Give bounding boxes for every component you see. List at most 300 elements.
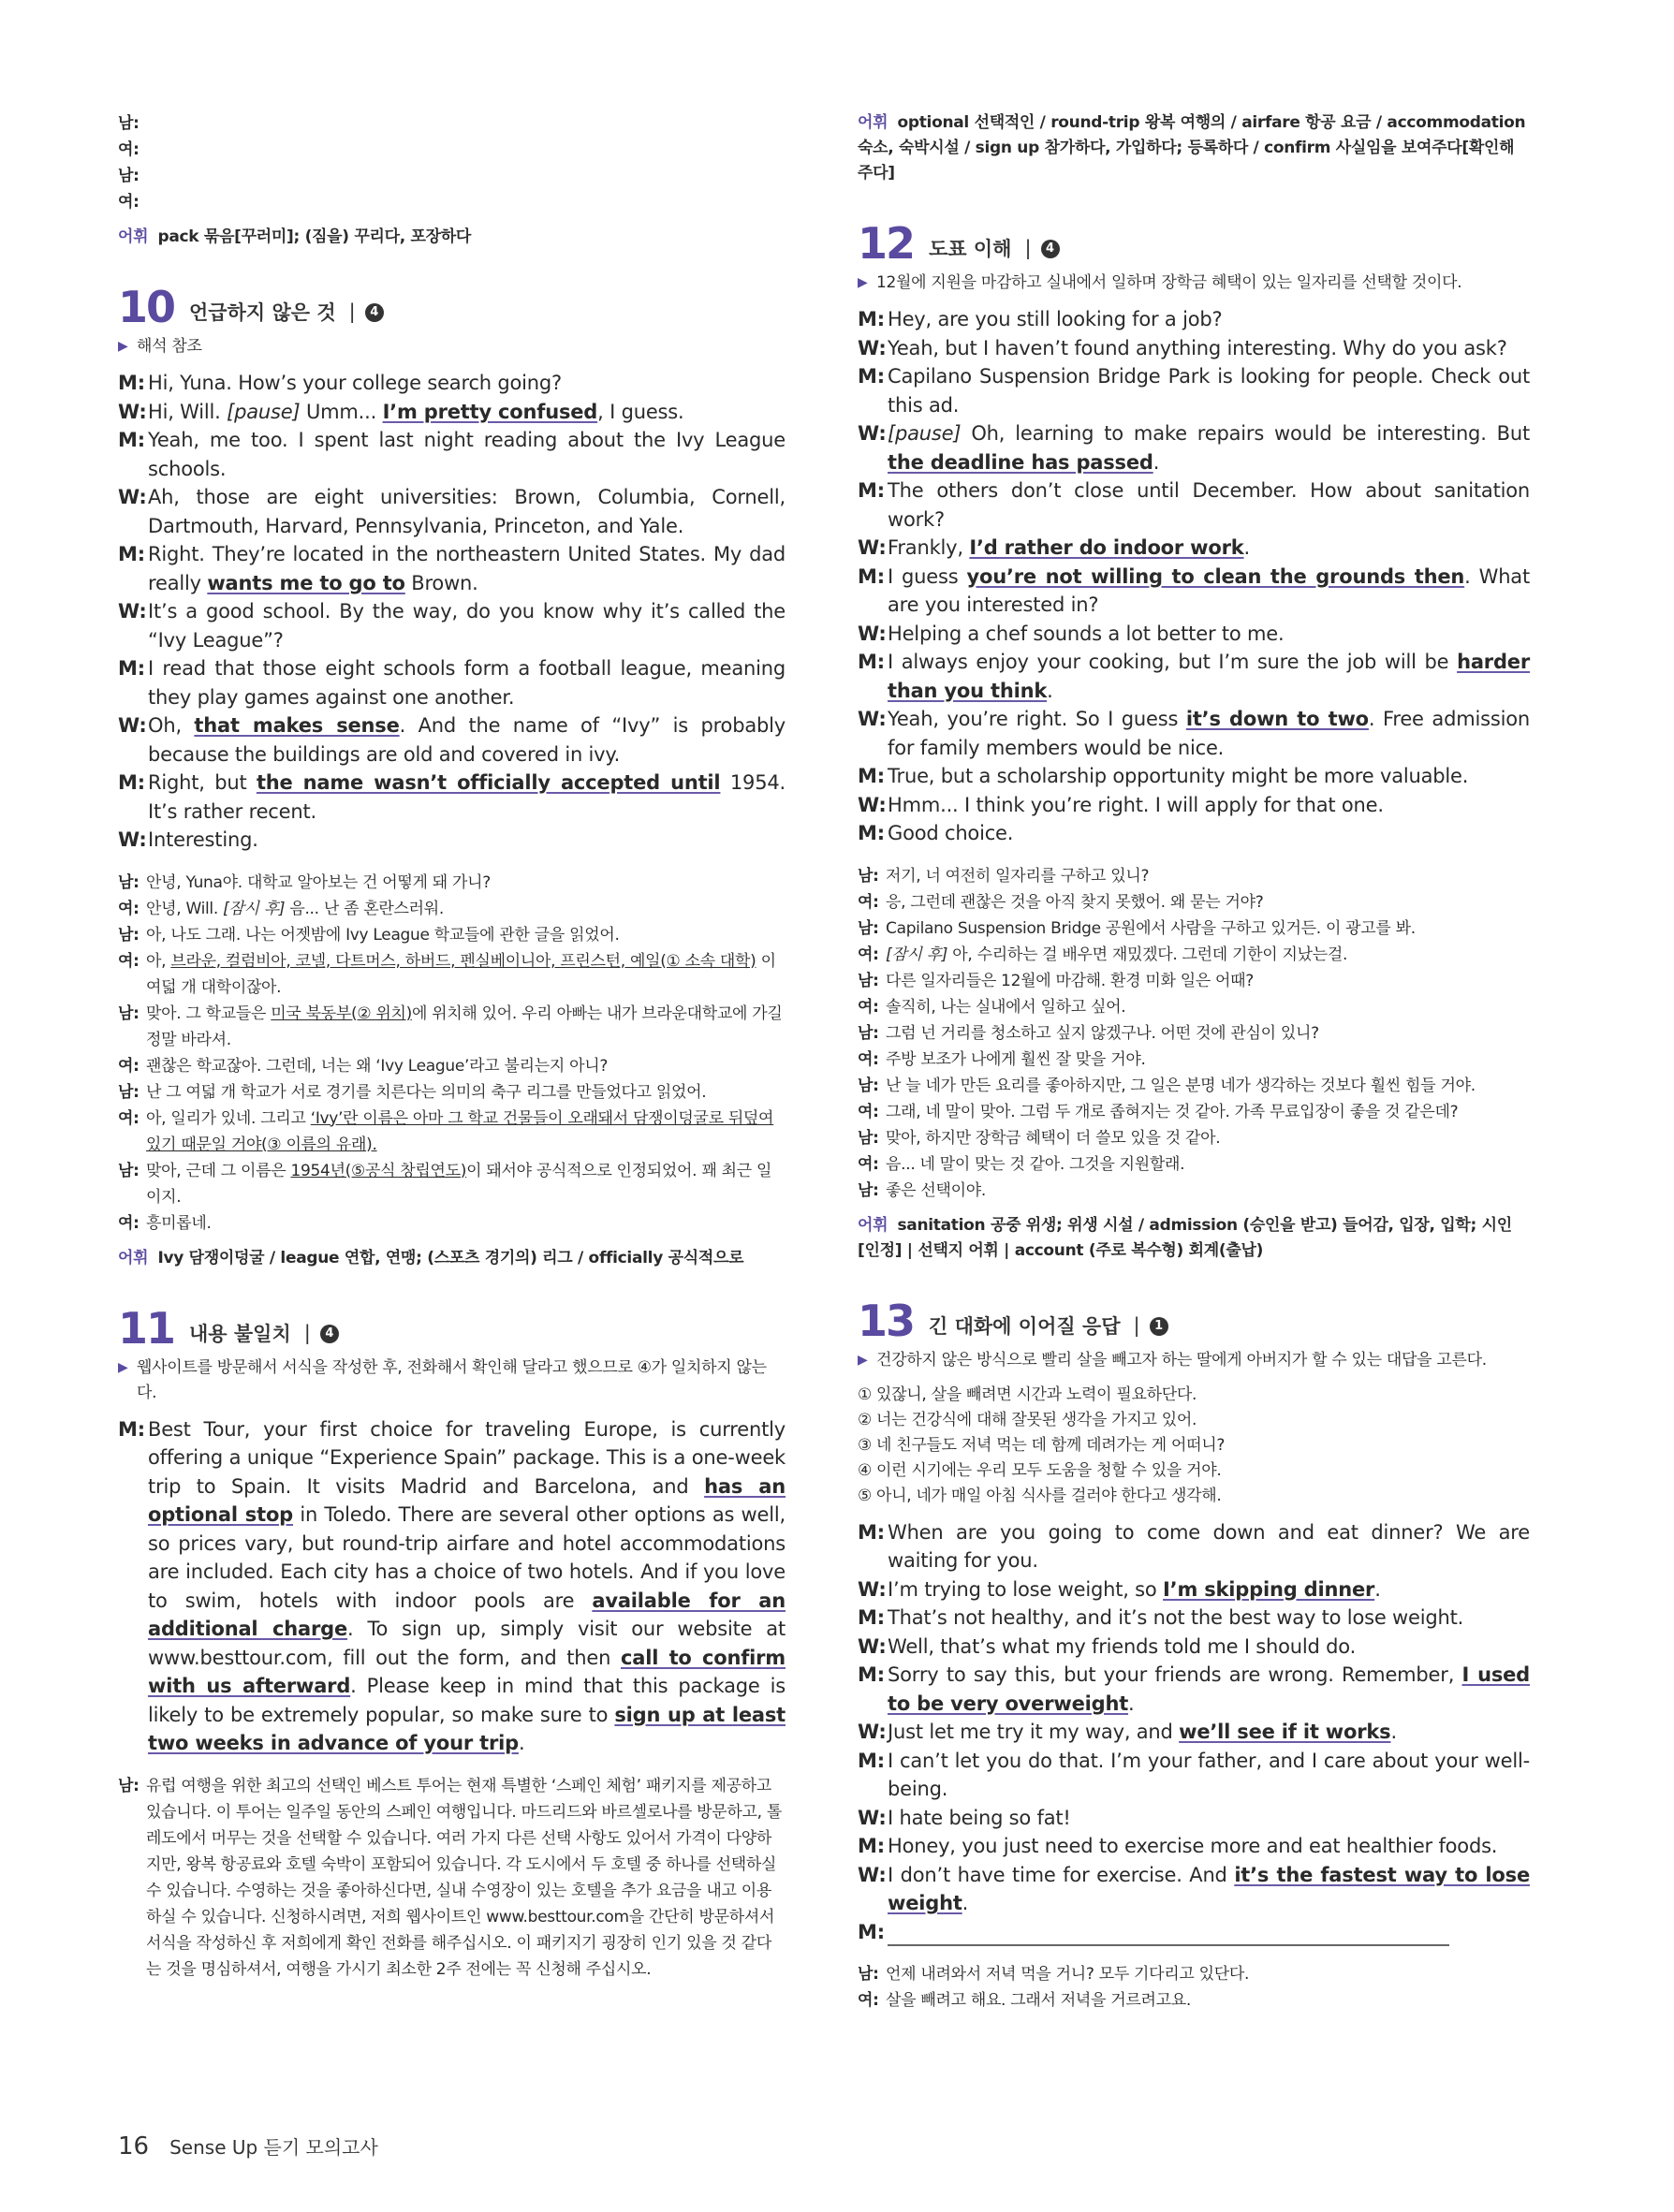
key-phrase: sign up at least two weeks in advance of your trip <box>148 1703 786 1754</box>
dialogue-line <box>858 534 1530 563</box>
text-run: Right. They’re located in the northeastern United States. My dad really <box>148 543 786 594</box>
arrow-icon: ▶ <box>858 1352 868 1368</box>
translation-line <box>858 942 1530 968</box>
speaker-label: W: <box>858 536 887 559</box>
translation-line <box>118 163 786 189</box>
speaker-label: 여: <box>858 945 879 964</box>
text-run: Capilano Suspension Bridge Park is looking for people. Check out this ad. <box>888 365 1530 417</box>
book-title: Sense Up 듣기 모의고사 <box>169 2136 378 2159</box>
text-run: The others don’t close until December. How about sanitation work? <box>888 479 1530 531</box>
intro-vocab: 어휘 pack 묶음[꾸러미]; (짐을) 꾸리다, 포장하다 <box>118 227 472 246</box>
line-text <box>888 476 1530 534</box>
speaker-label: 남: <box>858 1128 879 1148</box>
speaker-label: M: <box>858 1663 885 1686</box>
translation-line <box>858 1987 1530 2014</box>
speaker-label: W: <box>118 486 147 508</box>
text-run: . <box>1047 679 1053 702</box>
translation-line <box>118 1210 786 1237</box>
translation-line <box>118 1053 786 1079</box>
divider: | <box>348 300 356 323</box>
text-run: . Free admission for family members would be nice. <box>888 708 1530 759</box>
dialogue-line <box>858 791 1530 820</box>
difficulty-badge: 4 <box>365 303 384 322</box>
text-run: . To sign up, simply visit our website at www.besttour.com, fill out the form, and then <box>148 1618 786 1669</box>
speaker-label: M: <box>858 1835 885 1857</box>
speaker-label: M: <box>118 771 145 794</box>
line-text <box>888 305 1530 334</box>
speaker-label: 여: <box>858 1154 879 1174</box>
answer-options <box>858 1383 1530 1509</box>
text-run: Just let me try it my way, and <box>888 1721 1180 1743</box>
arrow-icon: ▶ <box>858 275 868 290</box>
text-run: . And the name of “Ivy” is probably because the buildings are old and covered in ivy. <box>148 714 786 766</box>
translation-line <box>118 189 786 215</box>
speaker-label: W: <box>858 1634 887 1658</box>
text-run: 그래, 네 말이 맞아. 그럼 두 개로 좁혀지는 것 같아. 가족 무료입장이 좋을 것 같은데? <box>886 1102 1459 1121</box>
difficulty-badge: 4 <box>320 1325 339 1343</box>
speaker-label: 남: <box>118 925 140 945</box>
speaker-label: 남: <box>858 1965 879 1984</box>
text-run: It’s a good school. By the way, do you know why it’s called the “Ivy League”? <box>148 600 786 652</box>
line-text <box>886 1178 1530 1204</box>
speaker-label: 남: <box>118 1776 140 1795</box>
text-run: Umm... <box>300 400 383 423</box>
text-run: . <box>1374 1577 1381 1601</box>
answer-blank <box>888 1924 1449 1946</box>
section-12-kr <box>858 863 1530 1204</box>
speaker-label: M: <box>118 657 145 680</box>
translation-line <box>858 916 1530 942</box>
line-text <box>146 1158 786 1210</box>
translation-line <box>118 922 786 948</box>
text-run: , I guess. <box>597 400 684 423</box>
line-text <box>146 870 786 896</box>
answer-option: ② 너는 건강식에 대해 잘못된 생각을 가지고 있어. <box>858 1410 1197 1429</box>
text-run: 난 그 여덟 개 학교가 서로 경기를 치른다는 의미의 축구 리그를 만들었다고 읽었어. <box>146 1082 707 1102</box>
translation-line <box>118 1079 786 1106</box>
line-text <box>886 916 1530 942</box>
line-text <box>888 1718 1530 1747</box>
line-text <box>888 1918 1530 1947</box>
key-phrase: call to confirm with us afterward <box>148 1646 786 1697</box>
speaker-label: W: <box>118 600 147 623</box>
speaker-label: 여: <box>858 997 879 1017</box>
text-run: 맞아. 그 학교들은 <box>146 1003 272 1023</box>
line-text <box>888 1518 1530 1575</box>
text-run: . <box>962 1892 969 1914</box>
key-phrase: you’re not willing to clean the grounds then <box>966 564 1465 588</box>
text-run: 안녕, Yuna야. 대학교 알아보는 건 어떻게 돼 가니? <box>146 872 491 892</box>
text-run: 맞아, 하지만 장학금 혜택이 더 쓸모 있을 것 같아. <box>886 1128 1221 1148</box>
divider: | <box>303 1321 311 1344</box>
line-text <box>148 398 786 427</box>
line-text <box>888 1832 1530 1861</box>
dialogue-line <box>858 362 1530 419</box>
translation-line <box>118 870 786 896</box>
speaker-label: M: <box>118 543 145 565</box>
line-text <box>886 1020 1530 1047</box>
section-12-dialogue <box>858 305 1530 848</box>
arrow-icon: ▶ <box>118 1359 128 1375</box>
speaker-label: 여: <box>118 951 140 971</box>
text-run: 이 돼서야 공식적으로 인정되었어. 꽤 최근 일이지. <box>146 1161 772 1207</box>
text-run: I don’t have time for exercise. And <box>888 1863 1235 1886</box>
text-run: . <box>518 1732 525 1754</box>
line-text <box>148 597 786 654</box>
dialogue-line <box>858 305 1530 334</box>
line-text <box>146 948 786 1001</box>
text-run: 아, 나도 그래. 나는 어젯밤에 Ivy League 학교들에 관한 글을 읽었어. <box>146 925 620 945</box>
translation-line <box>858 1151 1530 1178</box>
speaker-label: M: <box>858 1520 885 1544</box>
left-column <box>118 110 786 1983</box>
line-text <box>886 1987 1530 2014</box>
section-13-kr <box>858 1961 1530 2014</box>
text-run: 맞아, 근데 그 이름은 <box>146 1161 291 1180</box>
section-10-header <box>118 282 786 332</box>
speaker-label: 여: <box>118 140 140 159</box>
dialogue-line <box>118 597 786 654</box>
answer-option: ④ 이런 시기에는 우리 모두 도움을 청할 수 있을 거야. <box>858 1460 1222 1480</box>
line-text <box>148 769 786 826</box>
stage-direction: [잠시 후] <box>223 899 286 918</box>
text-run: Hmm... I think you’re right. I will apply for that one. <box>888 793 1384 816</box>
dialogue-line <box>858 648 1530 705</box>
text-run: Frankly, <box>888 536 970 559</box>
line-text <box>888 819 1530 848</box>
dialogue-line <box>118 398 786 427</box>
text-run: Ah, those are eight universities: Brown, Columbia, Cornell, Dartmouth, Harvard, Pennsylvania, Princeton, and Yale. <box>148 486 786 537</box>
text-run: 에 위치해 있어. 우리 아빠는 내가 브라운대학교에 가길 정말 바라셔. <box>146 1003 783 1049</box>
speaker-label: 여: <box>858 1991 879 2010</box>
translation-line <box>858 968 1530 994</box>
translation-line <box>858 994 1530 1020</box>
speaker-label: 남: <box>858 971 879 990</box>
text-run: 아, 일리가 있네. 그리고 <box>146 1108 311 1128</box>
speaker-label: M: <box>118 429 145 451</box>
section-number: 10 <box>118 282 175 332</box>
text-run: Hi, Yuna. How’s your college search going? <box>148 372 562 394</box>
line-text <box>886 1125 1530 1151</box>
line-text <box>888 1804 1530 1833</box>
dialogue-line <box>858 1718 1530 1747</box>
speaker-label: 여: <box>118 1056 140 1076</box>
speaker-label: 여: <box>858 892 879 912</box>
dialogue-line <box>118 769 786 826</box>
dialogue-line <box>118 483 786 540</box>
dialogue-line <box>118 1415 786 1758</box>
speaker-label: W: <box>858 622 887 645</box>
speaker-label: 여: <box>118 899 140 918</box>
text-run: Interesting. <box>148 828 258 851</box>
speaker-label: 여: <box>858 1049 879 1069</box>
text-run: 이 여덟 개 대학이잖아. <box>146 951 776 997</box>
key-phrase: I’m skipping dinner <box>1163 1577 1375 1601</box>
section-13-header <box>858 1295 1530 1346</box>
key-phrase: wants me to go to <box>207 571 405 594</box>
speaker-label: W: <box>858 422 887 445</box>
speaker-label: W: <box>858 793 887 816</box>
translation-line <box>858 1961 1530 1987</box>
line-text <box>888 534 1530 563</box>
divider: | <box>1024 237 1032 259</box>
line-text <box>888 791 1530 820</box>
speaker-label: W: <box>858 1863 887 1886</box>
translation-line <box>118 137 786 163</box>
key-phrase: it’s the fastest way to lose weight <box>888 1863 1530 1914</box>
text-run: 언제 내려와서 저녁 먹을 거니? 모두 기다리고 있단다. <box>886 1965 1250 1984</box>
key-phrase: I’m pretty confused <box>382 400 598 423</box>
underlined-hint: ‘Ivy’란 이름은 아마 그 학교 건물들이 오래돼서 담쟁이덩굴로 뒤덮여 있기 때문일 거야(③ 이름의 유래). <box>146 1108 774 1154</box>
line-text <box>888 1633 1530 1662</box>
underlined-hint: 브라운, 컬럼비아, 코넬, 다트머스, 하버드, 펜실베이니아, 프린스턴, 예일(① 소속 대학) <box>170 951 756 971</box>
key-phrase: it’s down to two <box>1185 708 1369 730</box>
text-run: 유럽 여행을 위한 최고의 선택인 베스트 투어는 현재 특별한 ‘스페인 체험’ 패키지를 제공하고 있습니다. 이 투어는 일주일 동안의 스페인 여행입니다. 마드리드와 바르셀로나를 방문하고, 톨레도에서 머무는 것을 선택할 수 있습니다. 여러 가지 다른 선택 사항도 있어서 가격이 다양하지만, 왕복 항공료와 호텔 숙박이 포함되어 있습니다. 각 도시에서 두 호텔 중 하나를 선택하실 수 있습니다. 수영하는 것을 좋아하신다면, 실내 수영장이 있는 호텔을 추가 요금을 내고 이용하실 수 있습니다. 신청하시려면, 저희 웹사이트인 www.besttour.com을 간단히 방문하셔서 서식을 작성하신 후 저희에게 확인 전화를 해주십시오. 이 패키지기 굉장히 인기 있을 것 같다는 것을 명심하셔서, 여행을 가시기 최소한 2주 전에는 꼭 신청해 주십시오. <box>146 1776 782 1979</box>
intro-vocab-right: 어휘 optional 선택적인 / round-trip 왕복 여행의 / airfare 항공 요금 / accommodation 숙소, 숙박시설 / sign up 참가하다, 가입하다; 등록하다 / confirm 사실임을 보여주다[확인해 주다] <box>858 113 1526 183</box>
text-run: 음... 난 좀 혼란스러워. <box>285 899 445 918</box>
speaker-label: 남: <box>118 1003 140 1023</box>
text-run: Well, that’s what my friends told me I should do. <box>888 1634 1357 1658</box>
text-run: 솔직히, 나는 실내에서 일하고 싶어. <box>886 997 1126 1017</box>
dialogue-line <box>858 1604 1530 1633</box>
line-text <box>888 1661 1530 1718</box>
text-run: I guess <box>888 564 967 588</box>
line-text <box>888 362 1530 419</box>
section-10-vocab: 어휘 Ivy 담쟁이덩굴 / league 연합, 연맹; (스포츠 경기의) 리그 / officially 공식적으로 <box>118 1248 744 1267</box>
section-12-desc: ▶ 12월에 지원을 마감하고 실내에서 일하며 장학금 혜택이 있는 일자리를 선택할 것이다. <box>858 271 1530 296</box>
underlined-hint: 1954년(⑤공식 창립연도) <box>290 1161 467 1180</box>
page-footer <box>118 2132 378 2161</box>
speaker-label: W: <box>858 708 887 730</box>
line-text <box>888 648 1530 705</box>
line-text <box>886 1099 1530 1125</box>
speaker-label: 남: <box>858 1076 879 1095</box>
line-text <box>148 426 786 483</box>
speaker-label: M: <box>858 765 885 787</box>
stage-direction: [pause] <box>227 400 301 423</box>
section-11-dialogue <box>118 1415 786 1758</box>
section-number: 12 <box>858 218 915 269</box>
section-11-desc: ▶ 웹사이트를 방문해서 서식을 작성한 후, 전화해서 확인해 달라고 했으므로 ④가 일치하지 않는다. <box>118 1355 786 1406</box>
speaker-label: 남: <box>118 114 140 133</box>
text-run: I can’t let you do that. I’m your father, and I care about your well-being. <box>888 1749 1530 1800</box>
speaker-label: 남: <box>858 1023 879 1043</box>
translation-line <box>118 1106 786 1158</box>
text-run: Yeah, you’re right. So I guess <box>888 708 1186 730</box>
line-text <box>886 1151 1530 1178</box>
translation-line <box>858 1178 1530 1204</box>
text-run: Oh, learning to make repairs would be interesting. But <box>961 422 1530 445</box>
text-run: 아, 수리하는 걸 배우면 재밌겠다. 그런데 기한이 지났는걸. <box>947 945 1348 964</box>
text-run: . <box>1390 1721 1397 1743</box>
dialogue-line <box>858 476 1530 534</box>
text-run: I always enjoy your cooking, but I’m sure the job will be <box>888 651 1458 673</box>
line-text <box>146 137 786 163</box>
line-text <box>146 1210 786 1237</box>
text-run: I hate being so fat! <box>888 1806 1071 1829</box>
line-text <box>146 1106 786 1158</box>
text-run: Hi, Will. <box>148 400 228 423</box>
text-run: 음... 네 말이 맞는 것 같아. 그것을 지원할래. <box>886 1154 1185 1174</box>
line-text <box>886 968 1530 994</box>
key-phrase: the deadline has passed <box>888 450 1153 474</box>
dialogue-line <box>858 1861 1530 1918</box>
text-run: Yeah, me too. I spent last night reading about the Ivy League schools. <box>148 429 786 480</box>
speaker-label: 여: <box>118 1108 140 1128</box>
dialogue-line <box>858 762 1530 791</box>
speaker-label: M: <box>858 365 885 388</box>
speaker-label: 남: <box>118 872 140 892</box>
dialogue-line <box>858 1633 1530 1662</box>
text-run: 1954. It’s rather recent. <box>148 771 786 823</box>
line-text <box>146 1079 786 1106</box>
text-run: True, but a scholarship opportunity might be more valuable. <box>888 765 1469 787</box>
speaker-label: M: <box>858 479 885 502</box>
dialogue-line <box>858 1661 1530 1718</box>
line-text <box>888 1747 1530 1804</box>
translation-line <box>118 1158 786 1210</box>
section-12-vocab: 어휘 sanitation 공중 위생; 위생 시설 / admission (승인을 받고) 들어감, 입장, 입학; 시인[인정] | 선택지 어휘 | account (주로 복수형) 회계(출납) <box>858 1215 1512 1260</box>
text-run: 난 늘 네가 만든 요리를 좋아하지만, 그 일은 분명 네가 생각하는 것보다 훨씬 힘들 거야. <box>886 1076 1476 1095</box>
line-text <box>886 942 1530 968</box>
dialogue-line <box>858 1804 1530 1833</box>
text-run: Good choice. <box>888 822 1014 844</box>
key-phrase: I used to be very overweight <box>888 1663 1530 1715</box>
dialogue-line <box>118 826 786 855</box>
divider: | <box>1133 1313 1140 1337</box>
line-text <box>148 711 786 769</box>
dialogue-line <box>118 711 786 769</box>
difficulty-badge: 1 <box>1150 1317 1168 1336</box>
dialogue-line <box>858 1575 1530 1604</box>
answer-option: ⑤ 아니, 네가 매일 아침 식사를 걸러야 한다고 생각해. <box>858 1486 1222 1505</box>
key-phrase: has an optional stop <box>148 1474 786 1526</box>
section-title: 도표 이해 <box>929 238 1012 260</box>
key-phrase: I’d rather do indoor work <box>969 536 1244 559</box>
line-text <box>886 1047 1530 1073</box>
text-run: 좋은 선택이야. <box>886 1180 986 1200</box>
stage-direction: [pause] <box>888 422 962 445</box>
line-text <box>148 654 786 711</box>
text-run: 흥미롭네. <box>146 1213 212 1233</box>
section-12-header <box>858 218 1530 269</box>
speaker-label: W: <box>118 400 147 423</box>
section-10-kr <box>118 870 786 1237</box>
line-text <box>886 1961 1530 1987</box>
speaker-label: M: <box>858 1606 885 1629</box>
line-text <box>146 163 786 189</box>
text-run: I read that those eight schools form a football league, meaning they play games against one another. <box>148 657 786 709</box>
line-text <box>148 483 786 540</box>
line-text <box>146 922 786 948</box>
dialogue-line <box>858 705 1530 762</box>
text-run: 그럼 넌 거리를 청소하고 싶지 않겠구나. 어떤 것에 관심이 있니? <box>886 1023 1319 1043</box>
line-text <box>886 994 1530 1020</box>
text-run: Oh, <box>148 714 195 737</box>
line-text <box>888 419 1530 476</box>
key-phrase: that makes sense <box>194 714 400 737</box>
line-text <box>886 1073 1530 1099</box>
speaker-label: W: <box>858 1806 887 1829</box>
section-13-desc: ▶ 건강하지 않은 방식으로 빨리 살을 빼고자 하는 딸에게 아버지가 할 수 있는 대답을 고른다. <box>858 1348 1530 1373</box>
speaker-label: 남: <box>118 1082 140 1102</box>
line-text <box>888 1604 1530 1633</box>
line-text <box>888 334 1530 363</box>
section-title: 언급하지 않은 것 <box>189 301 336 324</box>
line-text <box>888 620 1530 649</box>
dialogue-line <box>858 1518 1530 1575</box>
text-run: Capilano Suspension Bridge 공원에서 사람을 구하고 있거든. 이 광고를 봐. <box>886 918 1416 938</box>
translation-line <box>858 889 1530 916</box>
speaker-label: M: <box>858 1920 885 1943</box>
difficulty-badge: 4 <box>1041 240 1060 258</box>
text-run: That’s not healthy, and it’s not the best way to lose weight. <box>888 1606 1464 1629</box>
line-text <box>146 189 786 215</box>
text-run: in Toledo. There are several other options as well, so prices vary, but round-trip airfare and hotel accommodations are included. Each city has a choice of two hotels. And if you love to swim, hotels with indoor pools are <box>148 1503 786 1612</box>
line-text <box>886 889 1530 916</box>
text-run: When are you going to come down and eat dinner? We are waiting for you. <box>888 1520 1530 1572</box>
text-run: 응, 그런데 괜찮은 것을 아직 찾지 못했어. 왜 묻는 거야? <box>886 892 1264 912</box>
key-phrase: harder than you think <box>888 651 1530 702</box>
translation-line <box>118 110 786 137</box>
translation-line <box>858 1073 1530 1099</box>
text-run: I’m trying to lose weight, so <box>888 1577 1164 1601</box>
line-text <box>888 1861 1530 1918</box>
dialogue-line <box>118 369 786 398</box>
speaker-label: M: <box>858 564 885 588</box>
speaker-label: M: <box>858 1749 885 1772</box>
line-text <box>888 563 1530 620</box>
text-run: Honey, you just need to exercise more and eat healthier foods. <box>888 1835 1498 1857</box>
speaker-label: M: <box>118 372 145 394</box>
section-11-header <box>118 1302 786 1354</box>
text-run: Brown. <box>404 571 478 594</box>
text-run: Helping a chef sounds a lot better to me. <box>888 622 1285 645</box>
speaker-label: M: <box>858 308 885 330</box>
speaker-label: W: <box>858 336 887 359</box>
text-run: Sorry to say this, but your friends are wrong. Remember, <box>888 1663 1462 1686</box>
line-text <box>148 1415 786 1758</box>
speaker-label: W: <box>118 828 147 851</box>
text-run: . Please keep in mind that this package is likely to be extremely popular, so make sure to <box>148 1675 786 1726</box>
speaker-label: 남: <box>858 1180 879 1200</box>
translation-line <box>858 1125 1530 1151</box>
text-run: 괜찮은 학교잖아. 그런데, 너는 왜 ‘Ivy League’라고 불리는지 아니? <box>146 1056 609 1076</box>
dialogue-line <box>858 819 1530 848</box>
text-run: Right, but <box>148 771 257 794</box>
translation-line <box>118 948 786 1001</box>
dialogue-line <box>858 563 1530 620</box>
text-run: Best Tour, your first choice for traveling Europe, is currently offering a unique “Experience Spain” package. This is a one-week trip to Spain. It visits Madrid and Barcelona, and <box>148 1417 786 1498</box>
page-number: 16 <box>118 2132 150 2161</box>
text-run: 안녕, Will. <box>146 899 224 918</box>
answer-option: ① 있잖니, 살을 빼려면 시간과 노력이 필요하단다. <box>858 1384 1197 1404</box>
text-run: 살을 빼려고 해요. 그래서 저녁을 거르려고요. <box>886 1991 1191 2010</box>
section-number: 11 <box>118 1302 175 1354</box>
translation-line <box>858 1047 1530 1073</box>
translation-line <box>118 1773 786 1983</box>
key-phrase: we’ll see if it works <box>1179 1721 1391 1743</box>
translation-line <box>118 896 786 922</box>
text-run: . What are you interested in? <box>888 564 1531 616</box>
underlined-hint: 미국 북동부(② 위치) <box>271 1003 412 1023</box>
text-run: Hey, are you still looking for a job? <box>888 308 1223 330</box>
line-text <box>148 826 786 855</box>
dialogue-line <box>858 1918 1530 1947</box>
speaker-label: 남: <box>118 1161 140 1180</box>
line-text <box>146 110 786 137</box>
section-title: 내용 불일치 <box>189 1322 291 1345</box>
